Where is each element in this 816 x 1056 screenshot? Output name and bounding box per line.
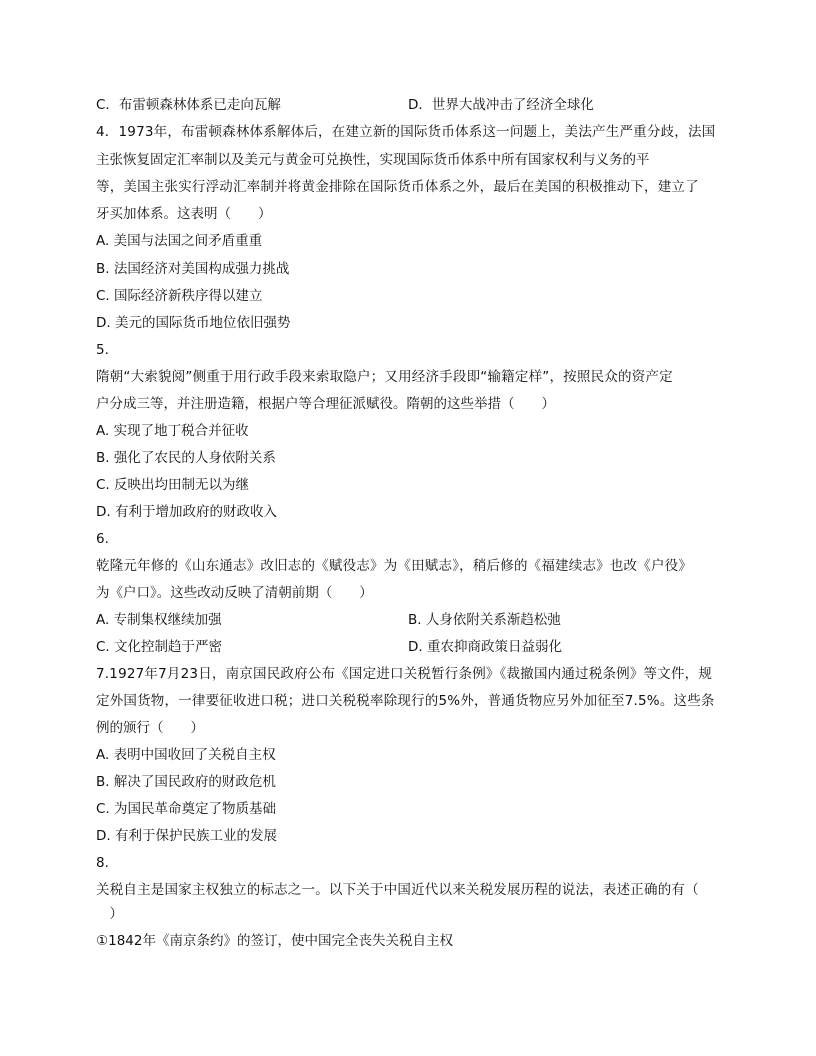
q6-option-d: D. 重农抑商政策日益弱化 xyxy=(408,639,562,655)
q6-option-a: A. 专制集权继续加强 xyxy=(96,612,222,628)
q5-option-a: A. 实现了地丁税合并征收 xyxy=(96,423,249,439)
q8-stem-line-1: 关税自主是国家主权独立的标志之一。以下关于中国近代以来关税发展历程的说法，表述正确的有（ xyxy=(96,882,699,898)
q4-stem-line-4: 牙买加体系。这表明（ ） xyxy=(96,206,272,222)
q5-option-c: C. 反映出均田制无以为继 xyxy=(96,477,250,493)
q5-stem-line-1: 隋朝“大索貌阅”侧重于用行政手段来索取隐户；又用经济手段即“输籍定样”，按照民众的资产定 xyxy=(96,369,673,385)
q7-option-a: A. 表明中国收回了关税自主权 xyxy=(96,747,276,763)
q7-option-b: B. 解决了国民政府的财政危机 xyxy=(96,774,276,790)
q4-stem-line-3: 等，美国主张实行浮动汇率制并将黄金排除在国际货币体系之外，最后在美国的积极推动下，建立了 xyxy=(96,179,699,195)
q8-item-1: ①1842年《南京条约》的签订，使中国完全丧失关税自主权 xyxy=(96,933,453,949)
q5-option-d: D. 有利于增加政府的财政收入 xyxy=(96,504,277,520)
q6-number: 6. xyxy=(96,531,109,547)
q7-option-d: D. 有利于保护民族工业的发展 xyxy=(96,828,277,844)
q7-stem-line-1: 7.1927年7月23日，南京国民政府公布《国定进口关税暂行条例》《裁撤国内通过税条例》等文件，规 xyxy=(96,666,713,682)
q4-option-d: D. 美元的国际货币地位依旧强势 xyxy=(96,315,291,331)
q4-stem-line-1: 4．1973年，布雷顿森林体系解体后，在建立新的国际货币体系这一问题上，美法产生严重分歧，法国 xyxy=(96,124,716,140)
q7-option-c: C. 为国民革命奠定了物质基础 xyxy=(96,801,277,817)
q7-stem-line-2: 定外国货物，一律要征收进口税；进口关税税率除现行的5%外，普通货物应另外加征至7.5%。这些条 xyxy=(96,693,715,709)
q3-option-d: D．世界大战冲击了经济全球化 xyxy=(408,97,594,113)
q6-option-c: C. 文化控制趋于严密 xyxy=(96,639,223,655)
q6-option-b: B. 人身依附关系渐趋松弛 xyxy=(408,612,561,628)
q5-option-b: B. 强化了农民的人身依附关系 xyxy=(96,450,276,466)
q4-option-a: A. 美国与法国之间矛盾重重 xyxy=(96,233,263,249)
q4-option-c: C. 国际经济新秩序得以建立 xyxy=(96,288,263,304)
q5-stem-line-2: 户分成三等，并注册造籍，根据户等合理征派赋役。隋朝的这些举措（ ） xyxy=(96,396,555,412)
q5-number: 5. xyxy=(96,342,109,358)
q8-stem-line-2: ） xyxy=(96,906,123,922)
q6-stem-line-1: 乾隆元年修的《山东通志》改旧志的《赋役志》为《田赋志》，稍后修的《福建续志》也改《户役》 xyxy=(96,558,693,574)
q6-stem-line-2: 为《户口》。这些改动反映了清朝前期（ ） xyxy=(96,585,373,601)
q4-stem-line-2: 主张恢复固定汇率制以及美元与黄金可兑换性，实现国际货币体系中所有国家权利与义务的平 xyxy=(96,152,650,168)
q8-number: 8. xyxy=(96,855,109,871)
q3-option-c: C．布雷顿森林体系已走向瓦解 xyxy=(96,97,281,113)
q4-option-b: B. 法国经济对美国构成强力挑战 xyxy=(96,261,290,277)
q7-stem-line-3: 例的颁行（ ） xyxy=(96,720,204,736)
